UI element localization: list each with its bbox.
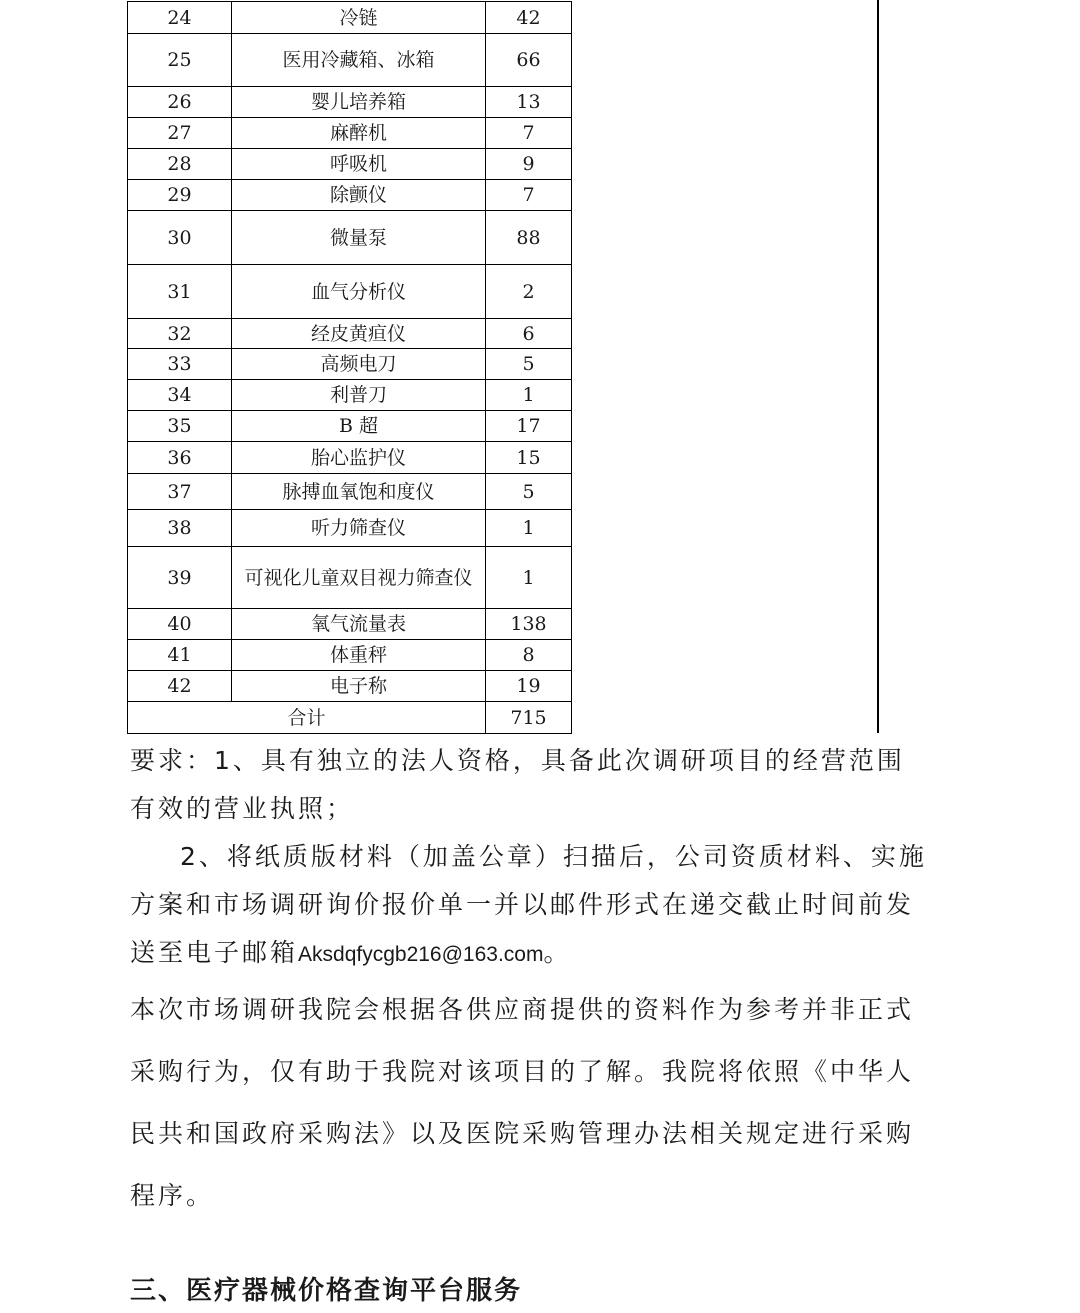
equipment-name: 除颤仪 [232,180,486,211]
equipment-quantity: 1 [486,510,572,547]
frame-right-border [877,0,879,733]
equipment-name: 麻醉机 [232,118,486,149]
row-number: 26 [128,87,232,118]
row-number: 33 [128,349,232,380]
equipment-quantity: 13 [486,87,572,118]
equipment-name: 微量泵 [232,211,486,265]
equipment-quantity: 1 [486,547,572,609]
table-row [128,319,572,349]
requirement-2-text: 2、将纸质版材料（加盖公章）扫描后，公司资质材料、实施方案和市场调研询价报价单一并以邮件形式在递交截止时间前发送至电子邮箱 [130,842,927,967]
row-number: 34 [128,380,232,411]
table-row [128,609,572,640]
total-value: 715 [486,702,572,734]
equipment-name: B 超 [232,411,486,442]
equipment-quantity: 42 [486,2,572,34]
equipment-quantity: 5 [486,474,572,510]
requirement-2 [130,833,930,979]
equipment-name: 听力筛查仪 [232,510,486,547]
equipment-quantity: 8 [486,640,572,671]
equipment-name: 利普刀 [232,380,486,411]
equipment-name: 电子称 [232,671,486,702]
total-label: 合计 [128,702,486,734]
row-number: 28 [128,149,232,180]
equipment-quantity: 6 [486,319,572,349]
table-row [128,510,572,547]
row-number: 38 [128,510,232,547]
table-row [128,265,572,319]
table-row [128,180,572,211]
equipment-quantity: 66 [486,34,572,87]
disclaimer-paragraph: 本次市场调研我院会根据各供应商提供的资料作为参考并非正式采购行为，仅有助于我院对该项目的了解。我院将依照《中华人民共和国政府采购法》以及医院采购管理办法相关规定进行采购程序。 [130,995,915,1210]
table-row [128,671,572,702]
equipment-name: 医用冷藏箱、冰箱 [232,34,486,87]
requirement-2-end: 。 [543,938,572,967]
contact-email: Aksdqfycgb216@163.com [298,943,544,966]
row-number: 30 [128,211,232,265]
section-heading: 三、医疗器械价格查询平台服务 [130,1276,523,1306]
equipment-table [127,1,572,734]
table-row [128,442,572,474]
equipment-name: 氧气流量表 [232,609,486,640]
table-row [128,474,572,510]
equipment-quantity: 5 [486,349,572,380]
row-number: 24 [128,2,232,34]
table-row [128,2,572,34]
table-row [128,380,572,411]
table-row [128,149,572,180]
equipment-name: 体重秤 [232,640,486,671]
row-number: 39 [128,547,232,609]
equipment-quantity: 1 [486,380,572,411]
row-number: 25 [128,34,232,87]
equipment-name: 呼吸机 [232,149,486,180]
table-row [128,87,572,118]
equipment-name: 胎心监护仪 [232,442,486,474]
table-row [128,118,572,149]
equipment-quantity: 138 [486,609,572,640]
equipment-quantity: 7 [486,118,572,149]
row-number: 35 [128,411,232,442]
equipment-quantity: 9 [486,149,572,180]
table-row [128,547,572,609]
equipment-quantity: 88 [486,211,572,265]
equipment-name: 婴儿培养箱 [232,87,486,118]
row-number: 40 [128,609,232,640]
table-total-row [128,702,572,734]
table-row [128,349,572,380]
row-number: 36 [128,442,232,474]
equipment-quantity: 19 [486,671,572,702]
table-row [128,211,572,265]
equipment-name: 可视化儿童双目视力筛查仪 [232,547,486,609]
requirement-1: 要求：1、具有独立的法人资格，具备此次调研项目的经营范围有效的营业执照； [130,746,905,823]
equipment-name: 经皮黄疸仪 [232,319,486,349]
row-number: 31 [128,265,232,319]
equipment-quantity: 17 [486,411,572,442]
row-number: 29 [128,180,232,211]
equipment-name: 脉搏血氧饱和度仪 [232,474,486,510]
row-number: 41 [128,640,232,671]
equipment-name: 高频电刀 [232,349,486,380]
row-number: 32 [128,319,232,349]
row-number: 37 [128,474,232,510]
row-number: 27 [128,118,232,149]
equipment-quantity: 7 [486,180,572,211]
row-number: 42 [128,671,232,702]
equipment-quantity: 2 [486,265,572,319]
equipment-name: 冷链 [232,2,486,34]
table-row [128,34,572,87]
equipment-name: 血气分析仪 [232,265,486,319]
table-row [128,640,572,671]
table-row [128,411,572,442]
equipment-quantity: 15 [486,442,572,474]
